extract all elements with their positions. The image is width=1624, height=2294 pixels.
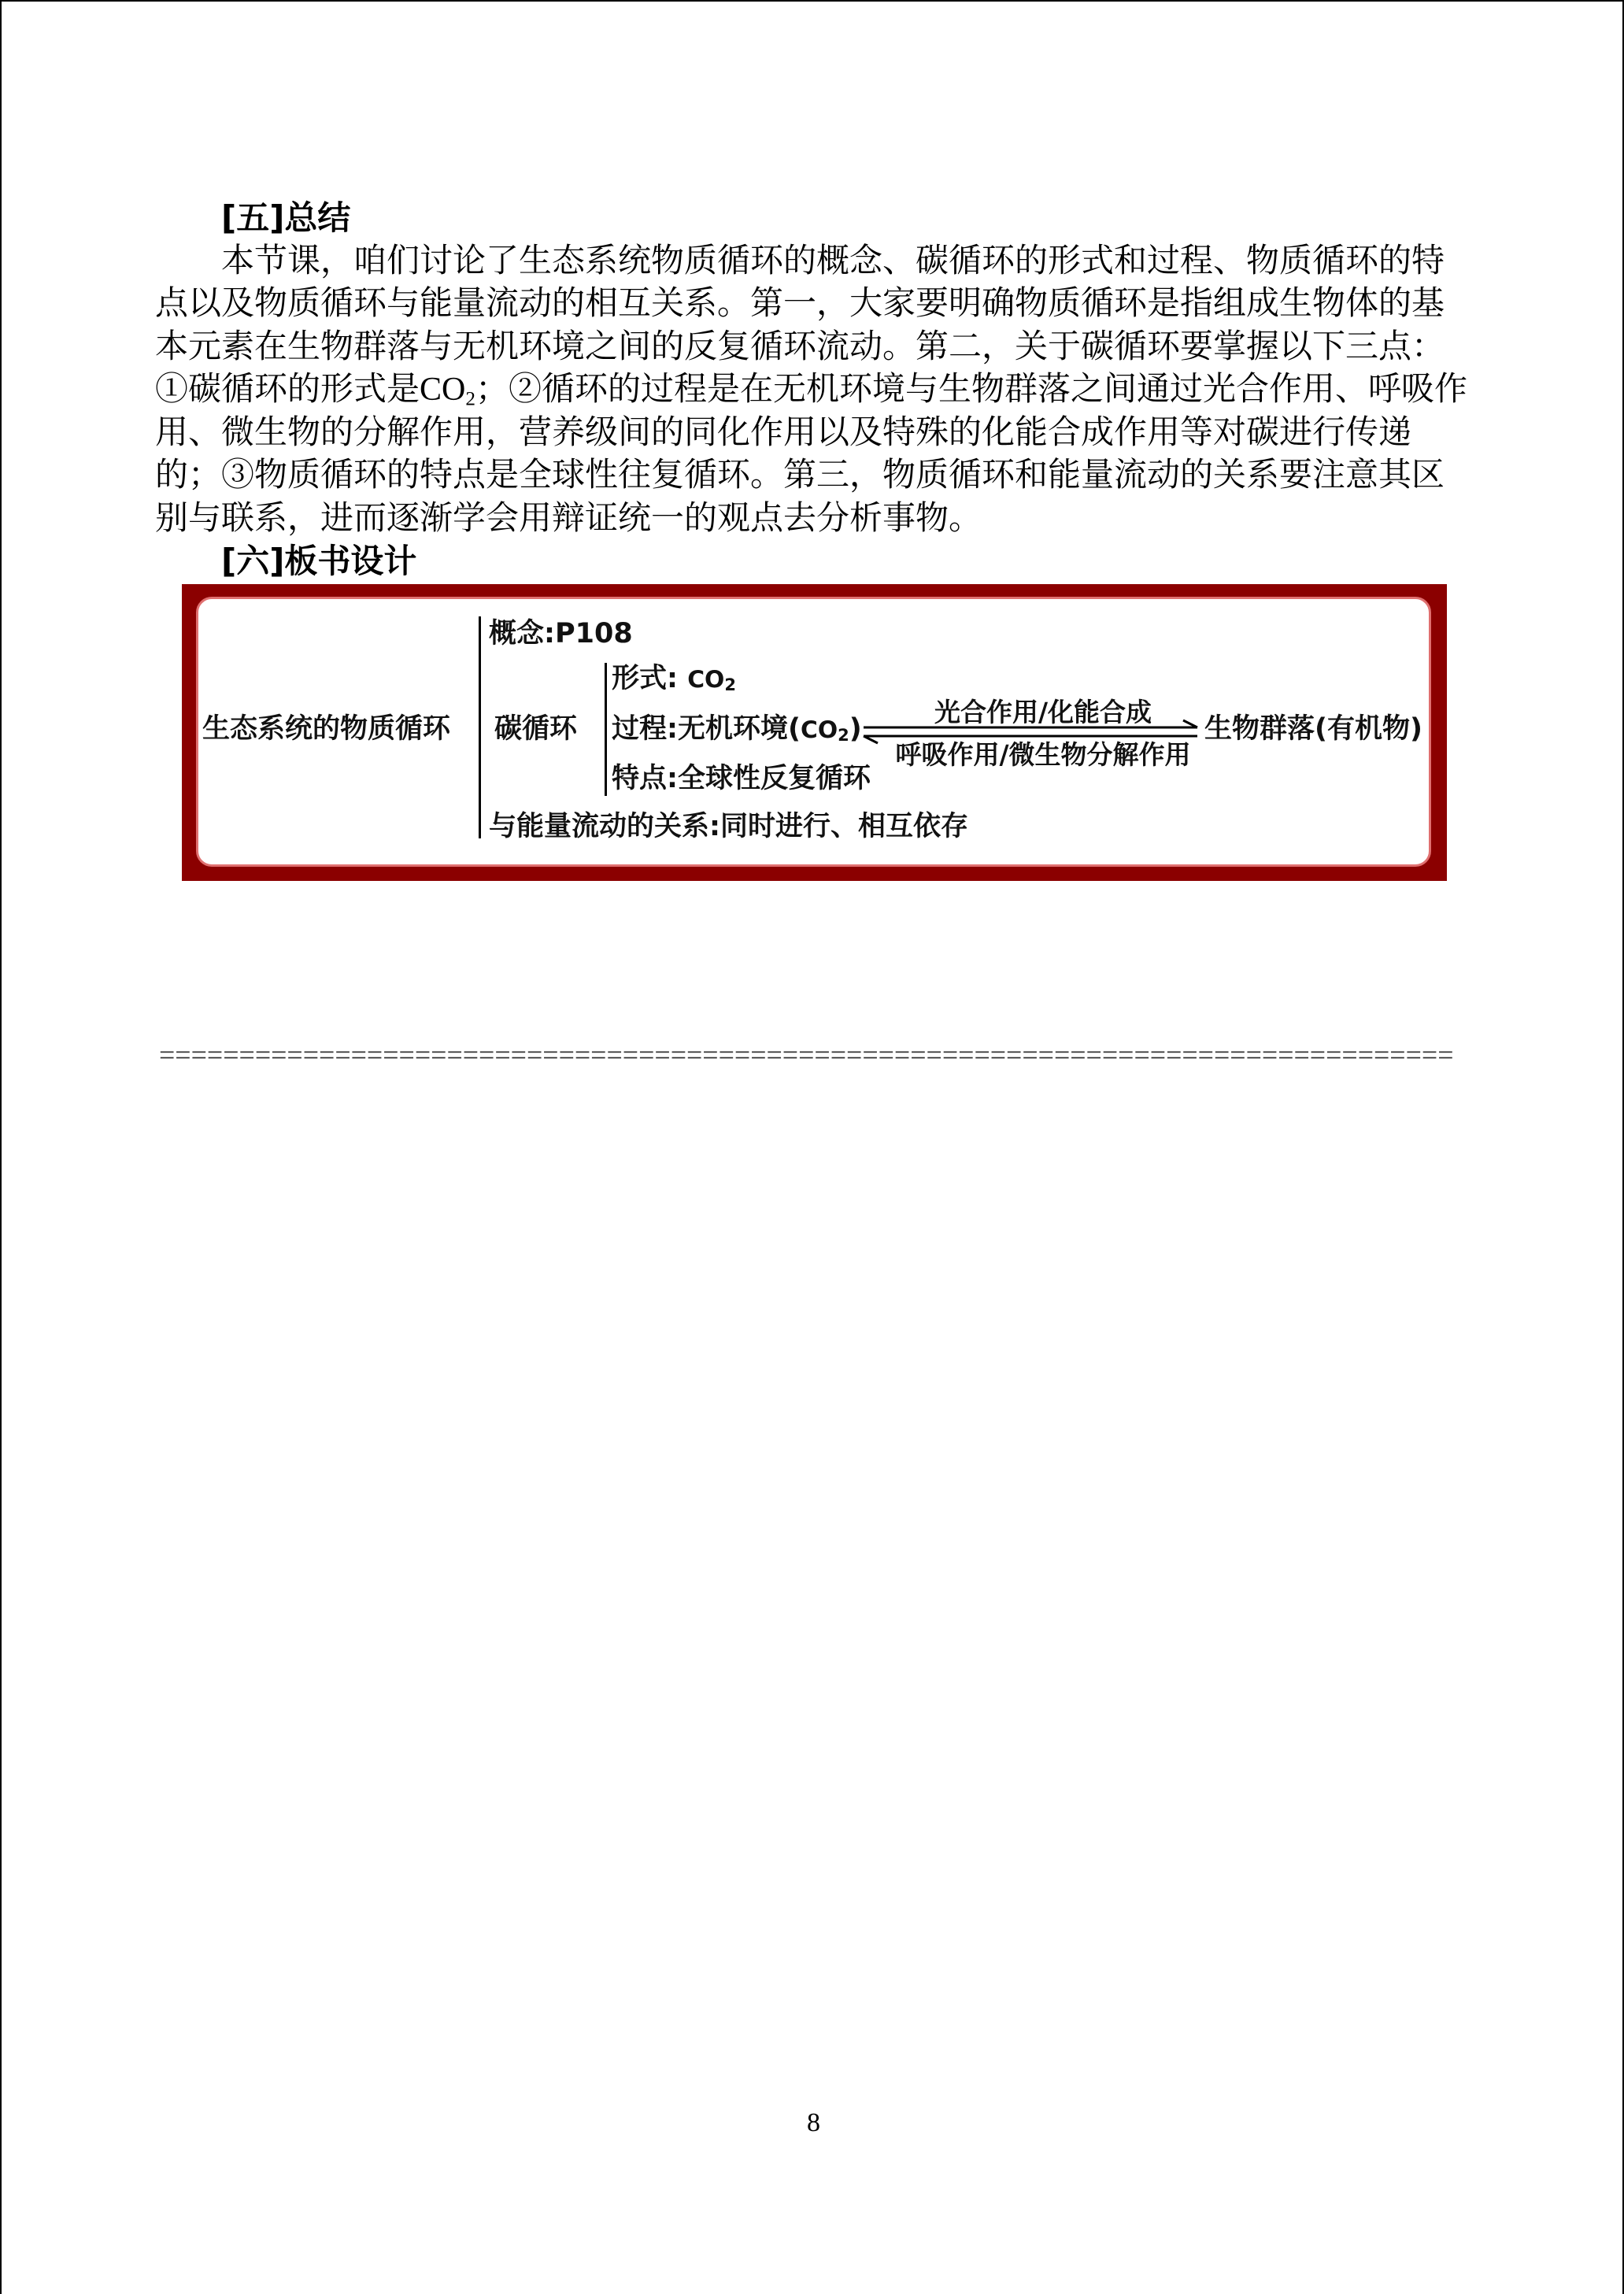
energy-relation-node: 与能量流动的关系:同时进行、相互依存 (489, 811, 968, 842)
paragraph-line: 本元素在生物群落与无机环境之间的反复循环流动。第二，关于碳循环要掌握以下三点： (155, 328, 1445, 365)
bracket-line-main (479, 616, 481, 838)
forward-reaction-label: 光合作用/化能合成 (934, 697, 1152, 727)
product-node: 生物群落(有机物) (1204, 713, 1422, 745)
form-label: 形式: (612, 663, 688, 694)
paragraph-line: 本节课，咱们讨论了生态系统物质循环的概念、碳循环的形式和过程、物质循环的特 (221, 242, 1445, 279)
subscript: 2 (724, 675, 736, 695)
subscript: 2 (838, 726, 849, 746)
paragraph-line: 点以及物质循环与能量流动的相互关系。第一，大家要明确物质循环是指组成生物体的基 (155, 286, 1445, 322)
page-number: 8 (807, 2108, 820, 2137)
section-heading-summary: [五]总结 (221, 198, 351, 237)
process-node (612, 713, 862, 746)
paragraph-line: 的；③物质循环的特点是全球性往复循环。第三，物质循环和能量流动的关系要注意其区 (155, 457, 1445, 494)
co2-formula: CO (801, 716, 838, 744)
root-topic: 生态系统的物质循环 (202, 713, 451, 745)
paragraph-line: 用、微生物的分解作用，营养级间的同化作用以及特殊的化能合成作用等对碳进行传递 (155, 414, 1412, 451)
line-text: ；②循环的过程是在无机环境与生物群落之间通过光合作用、呼吸作 (475, 372, 1467, 408)
concept-node: 概念:P108 (489, 618, 633, 649)
board-design-diagram (182, 584, 1447, 881)
feature-node: 特点:全球性反复循环 (612, 763, 871, 794)
close-paren: ) (849, 713, 862, 745)
paragraph-line (155, 368, 1493, 412)
line-text: ①碳循环的形式是CO (155, 372, 466, 408)
co2-formula: CO (687, 666, 725, 694)
process-label: 过程:无机环境( (612, 713, 801, 745)
paragraph-line: 别与联系，进而逐渐学会用辩证统一的观点去分析事物。 (155, 500, 982, 537)
bracket-line-carbon-cycle (605, 663, 607, 796)
separator-line: ================================================================================= (159, 1039, 1454, 1071)
summary-section (155, 197, 1493, 583)
carbon-cycle-node: 碳循环 (494, 713, 578, 745)
section-heading-board-design: [六]板书设计 (221, 542, 417, 580)
reverse-reaction-label: 呼吸作用/微生物分解作用 (895, 739, 1191, 770)
subscript: 2 (465, 388, 475, 410)
form-node (612, 663, 736, 696)
